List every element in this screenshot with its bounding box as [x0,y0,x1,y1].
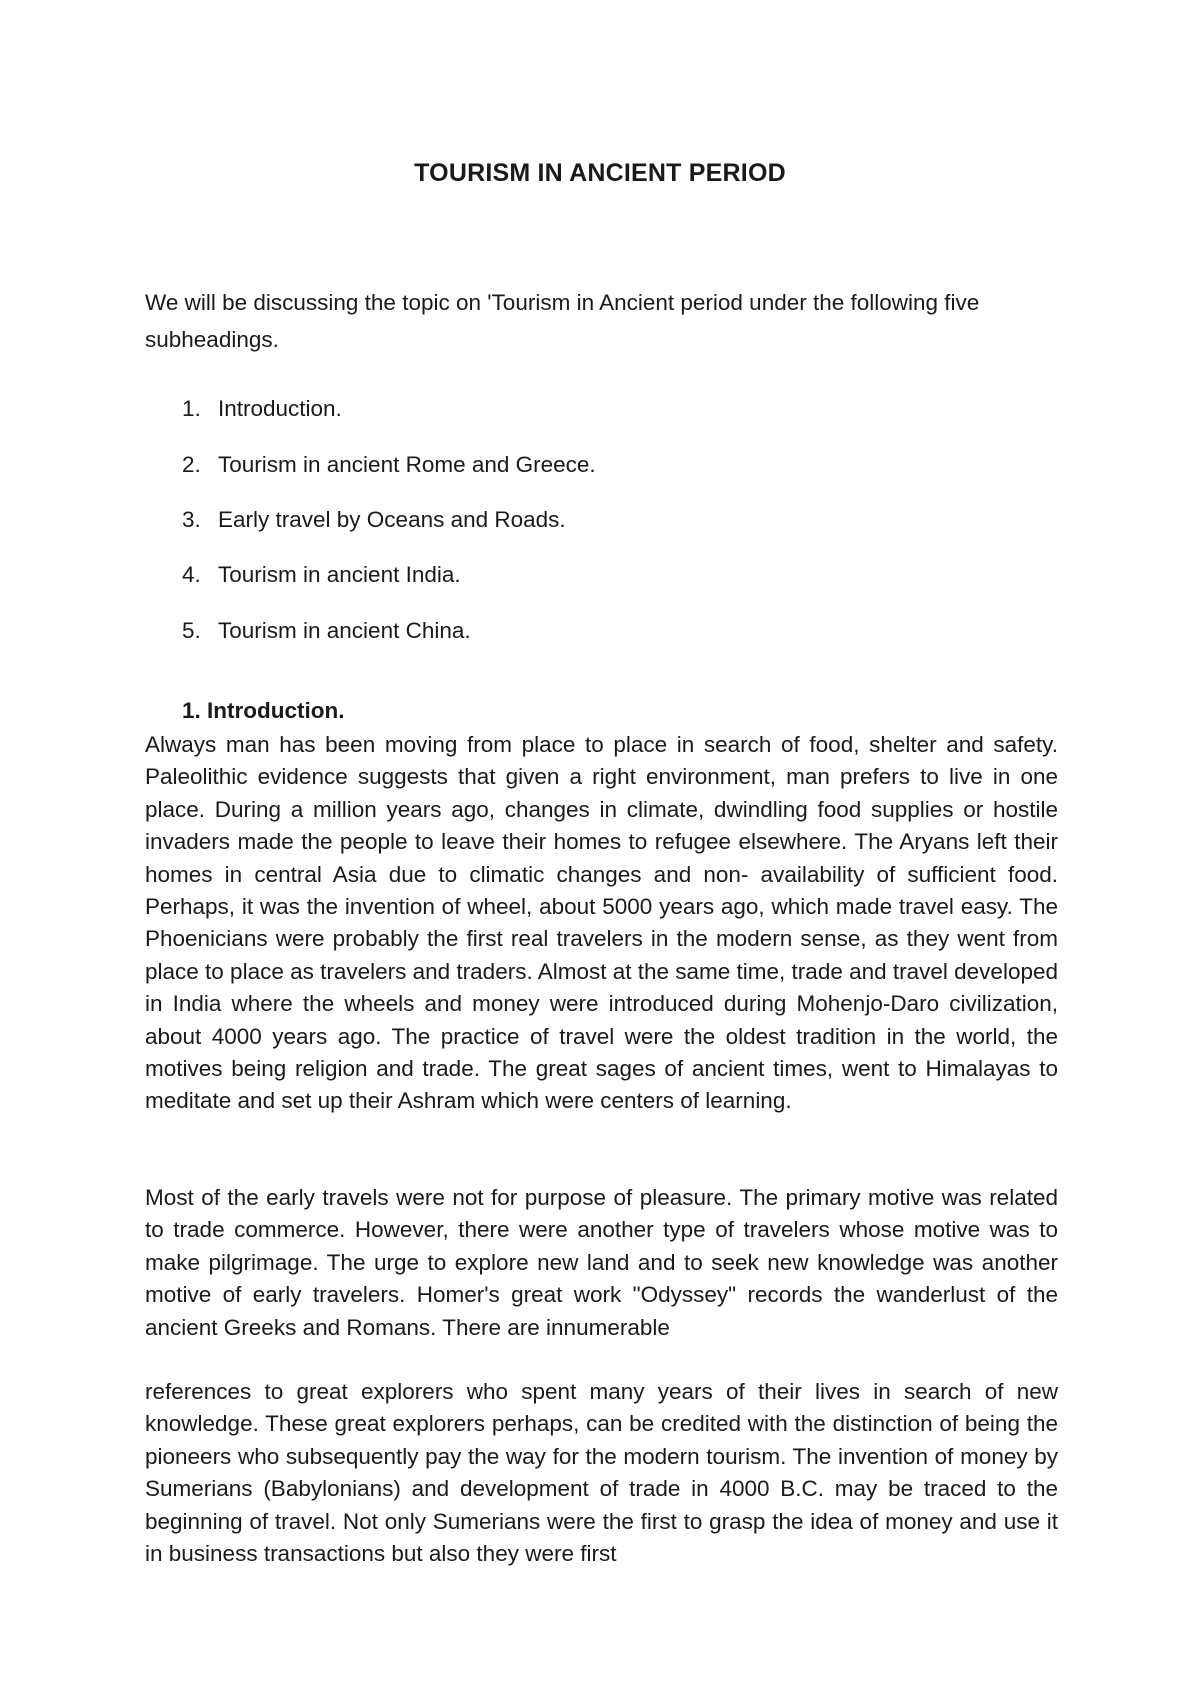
list-item-number: 2. [182,452,201,477]
list-item [182,396,342,422]
body-paragraph: Most of the early travels were not for purpose of pleasure. The primary motive was related to trade commerce. However, there were another type of travelers whose motive was to make pilgrimage. The urge to explore new land and to seek new knowledge was another motive of early travelers. Homer's great work "Odyssey" records the wanderlust of the ancient Greeks and Romans. There are innumerable [145,1185,1058,1340]
body-paragraph: references to great explorers who spent many years of their lives in search of new knowledge. These great explorers perhaps, can be credited with the distinction of being the pioneers who subsequently pay the way for the modern tourism. The invention of money by Sumerians (Babylonians) and development of trade in 4000 B.C. may be traced to the beginning of travel. Not only Sumerians were the first to grasp the idea of money and use it in business transactions but also they were first [145,1379,1058,1567]
body-paragraph: Always man has been moving from place to place in search of food, shelter and safety. Paleolithic evidence suggests that given a right environment, man prefers to live in one place. During a million years ago, changes in climate, dwindling food supplies or hostile invaders made the people to leave their homes to refugee elsewhere. The Aryans left their homes in central Asia due to climatic changes and non- availability of sufficient food. Perhaps, it was the invention of wheel, about 5000 years ago, which made travel easy. The Phoenicians were probably the first real travelers in the modern sense, as they went from place to place as travelers and traders. Almost at the same time, trade and travel developed in India where the wheels and money were introduced during Mohenjo-Daro civilization, about 4000 years ago. The practice of travel were the oldest tradition in the world, the motives being religion and trade. The great sages of ancient times, went to Himalayas to meditate and set up their Ashram which were centers of learning. [145,732,1058,1114]
list-item-label: Early travel by Oceans and Roads. [218,507,566,532]
list-item [182,618,471,644]
list-item [182,452,596,478]
list-item [182,507,566,533]
list-item-label: Tourism in ancient Rome and Greece. [218,452,596,477]
intro-paragraph: We will be discussing the topic on 'Tourism in Ancient period under the following five subheadings. [145,290,980,352]
list-item [182,562,461,588]
document-title: TOURISM IN ANCIENT PERIOD [414,158,786,187]
section-heading-introduction: 1. Introduction. [182,697,345,723]
list-item-label: Tourism in ancient India. [218,562,461,587]
list-item-number: 1. [182,396,201,421]
list-item-label: Introduction. [218,396,342,421]
list-item-number: 5. [182,618,201,643]
list-item-label: Tourism in ancient China. [218,618,471,643]
list-item-number: 4. [182,562,201,587]
list-item-number: 3. [182,507,201,532]
